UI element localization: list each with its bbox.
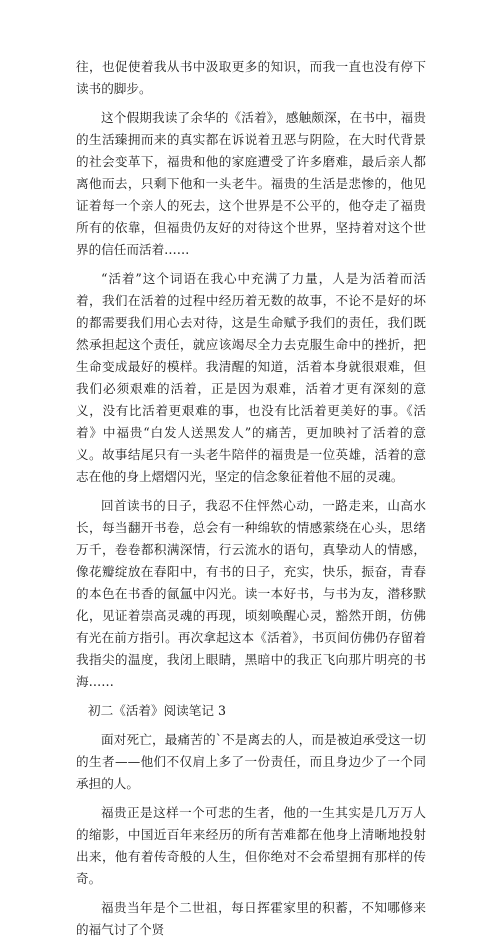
paragraph-5: 面对死亡，最痛苦的`不是离去的人，而是被迫承受这一切的生者——他们不仅肩上多了一份责任，而且身边少了一个同承担的人。	[76, 732, 426, 791]
paragraph-2: 这个假期我读了余华的《活着》，感触颇深，在书中，福贵的生活臻拥而来的真实都在诉说着丑恶与阴险，在大时代背景的社会变革下，福贵和他的家庭遭受了许多磨难，最后亲人都离他而去，只剩下他和一头老牛。福贵的生活是悲惨的，他见证着每一个亲人的死去，这个世界是不公平的，他夺走了福贵所有的依靠，但福贵仍友好的对待这个世界，坚持着对这个世界的信任而活着……	[76, 110, 426, 257]
document-page	[76, 0, 426, 941]
paragraph-4: 回首读书的日子，我忍不住怦然心动，一路走来，山高水长，每当翻开书卷，总会有一种绵软的情感萦绕在心头，思绪万千，卷卷都积满深情，行云流水的语句，真挚动人的情感，像花瓣绽放在春阳中，有书的日子，充实，快乐，振奋，青春的本色在书香的氤氲中闪光。读一本好书，与书为友，潜移默化，见证着崇高灵魂的再现，顷刻唤醒心灵，豁然开朗，仿佛有光在前方指引。再次拿起这本《活着》，书页间仿佛仍存留着我指尖的温度，我闭上眼睛，黑暗中的我正飞向那片明亮的书海……	[76, 498, 426, 689]
paragraph-1: 往，也促使着我从书中汲取更多的知识，而我一直也没有停下读书的脚步。	[76, 59, 426, 96]
section-heading: 初二《活着》阅读笔记 3	[88, 703, 226, 718]
paragraph-3: “活着”这个词语在我心中充满了力量，人是为活着而活着，我们在活着的过程中经历着无数的故事，不论不是好的坏的都需要我们用心去对待，这是生命赋予我们的责任，我们既然承担起这个责任，就应该竭尽全力去克服生命中的挫折，把生命变成最好的模样。我清醒的知道，活着本身就很艰难，但我们必须艰难的活着，正是因为艰难，活着才更有深刻的意义，没有比活着更艰难的事，也没有比活着更美好的事。《活着》中福贵“白发人送黑发人”的痛苦，更加映衬了活着的意义。故事结尾只有一头老牛陪伴的福贵是一位英雄，活着的意志在他的身上熠熠闪光，坚定的信念象征着他不屈的灵魂。	[76, 271, 426, 484]
paragraph-7: 福贵当年是个二世祖，每日挥霍家里的积蓄，不知哪修来的福气讨了个贤	[76, 900, 426, 937]
paragraph-6: 福贵正是这样一个可悲的生者，他的一生其实是几万万人的缩影，中国近百年来经历的所有苦难都在他身上清晰地投射出来，他有着传奇般的人生，但你绝对不会希望拥有那样的传奇。	[76, 805, 426, 886]
